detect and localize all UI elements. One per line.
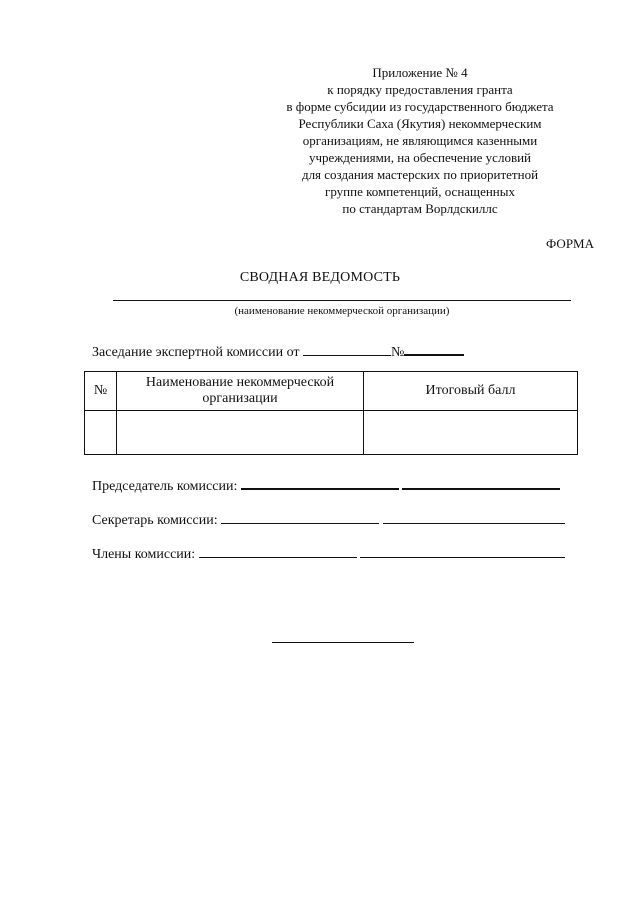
signature-blank [241,474,399,490]
appendix-line: Приложение № 4 [372,65,468,80]
document-title: СВОДНАЯ ВЕДОМОСТЬ [239,270,401,285]
appendix-header [245,64,595,217]
signature-blank [199,543,357,558]
footer-separator-line [272,642,414,643]
organization-name-line [113,300,571,301]
meeting-line [92,340,464,361]
meeting-label: Заседание экспертной комиссии от [92,345,300,360]
signature-chairman [92,474,560,495]
meeting-number-blank [404,340,464,356]
appendix-line: группе компетенций, оснащенных [325,184,515,199]
appendix-line: учреждениями, на обеспечение условий [309,150,531,165]
cell-number [85,411,117,455]
appendix-line: к порядку предоставления гранта [327,82,513,97]
signature-label: Председатель комиссии: [92,479,238,494]
organization-name-caption: (наименование некоммерческой организации) [234,305,450,317]
header-total-score: Итоговый балл [364,372,578,411]
summary-table [84,371,578,455]
appendix-line: в форме субсидии из государственного бюджета [286,99,554,114]
header-organization-name: Наименование некоммерческой организации [117,372,364,411]
signature-label: Члены комиссии: [92,547,196,562]
form-label: ФОРМА [546,236,594,251]
signature-blank [360,543,565,558]
appendix-line: для создания мастерских по приоритетной [301,167,539,182]
signature-secretary [92,509,565,529]
table-row [85,411,578,455]
table-header-row [85,372,578,411]
appendix-line: Республики Саха (Якутия) некоммерческим [298,116,542,131]
signature-label: Секретарь комиссии: [92,513,218,528]
signature-blank [402,474,560,490]
meeting-date-blank [303,341,391,356]
appendix-line: организациям, не являющимся казенными [302,133,538,148]
signature-blank [221,509,379,524]
header-number: № [85,372,117,411]
meeting-number-sign: № [391,345,405,360]
cell-total-score [364,411,578,455]
signature-members [92,543,565,563]
signature-blank [383,509,565,524]
cell-organization-name [117,411,364,455]
appendix-line: по стандартам Ворлдскиллс [342,201,498,216]
